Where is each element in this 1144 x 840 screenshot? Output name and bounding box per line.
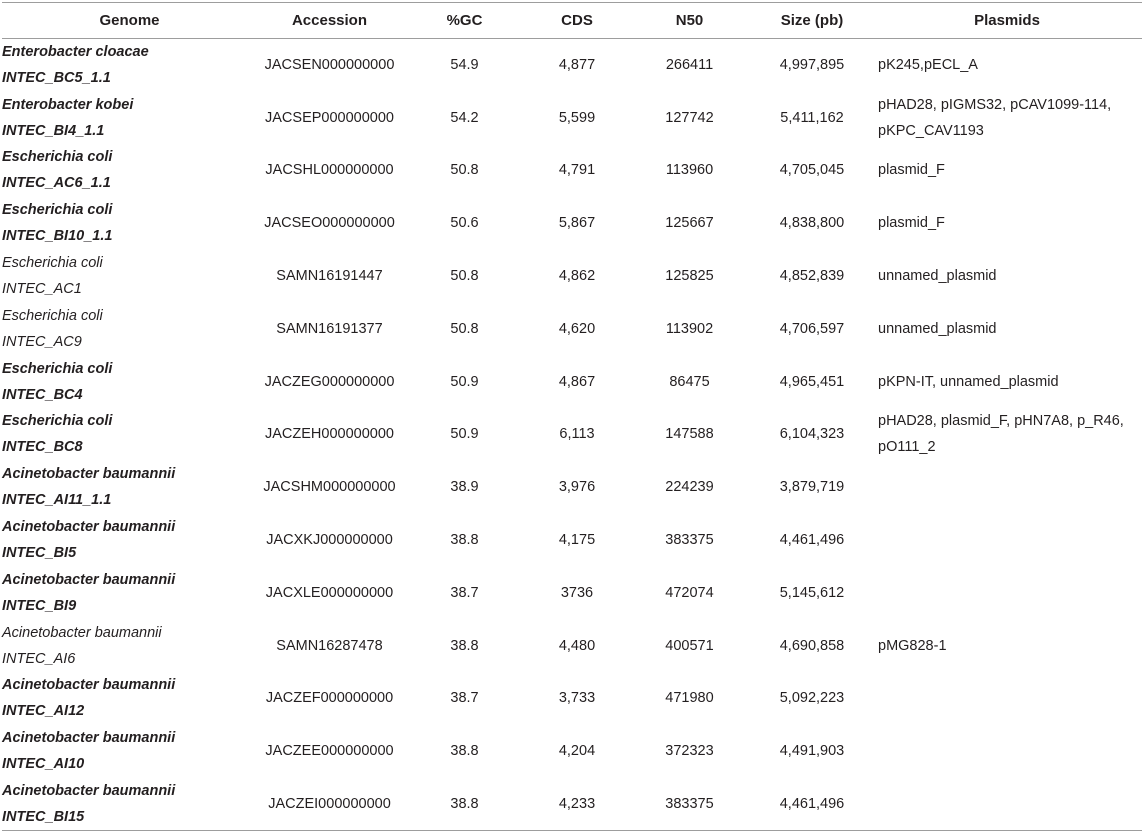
strain-name: INTEC_BC4	[2, 386, 83, 403]
table-row	[2, 144, 1142, 197]
n50-cell: 86475	[669, 373, 710, 390]
gc-cell: 50.6	[450, 215, 479, 232]
plasmids-cell	[872, 461, 1142, 514]
cds-cell: 4,867	[558, 373, 596, 390]
cds-cell: 4,620	[558, 320, 596, 337]
table-row	[2, 39, 1142, 92]
plasmids-cell	[872, 778, 1142, 831]
n50-cell: 383375	[665, 532, 714, 549]
accession-cell: JACZEF000000000	[265, 690, 394, 707]
cds-cell: 3,976	[558, 479, 596, 496]
genome-cell	[2, 778, 257, 831]
gc-cell: 38.8	[402, 778, 527, 831]
species-name: Acinetobacter baumannii	[2, 466, 176, 483]
n50-cell: 266411	[665, 57, 714, 74]
strain-name: INTEC_BI9	[2, 597, 77, 614]
strain-name: INTEC_AC6_1.1	[2, 175, 111, 192]
table-row	[2, 461, 1142, 514]
size-cell: 4,491,903	[779, 743, 845, 760]
size-cell: 4,705,045	[779, 162, 845, 179]
size-cell: 4,690,858	[779, 637, 845, 654]
genome-cell	[2, 672, 257, 725]
genome-cell	[2, 566, 257, 619]
header-plasmids: Plasmids	[872, 3, 1142, 39]
species-name: Escherichia coli	[2, 202, 113, 219]
species-name: Escherichia coli	[2, 413, 113, 430]
header-accession: Accession	[257, 3, 402, 39]
table-row	[2, 250, 1142, 303]
species-name: Escherichia coli	[2, 307, 103, 324]
size-cell: 4,838,800	[779, 215, 845, 232]
size-cell: 5,411,162	[780, 109, 844, 126]
table-row	[2, 408, 1142, 461]
strain-name: INTEC_AI6	[2, 650, 76, 667]
n50-cell: 471980	[665, 690, 714, 707]
gc-cell: 38.9	[450, 479, 479, 496]
strain-name: INTEC_BI5	[2, 545, 77, 562]
plasmids-cell: pK245,pECL_A	[878, 57, 978, 74]
species-name: Acinetobacter baumannii	[2, 571, 176, 588]
n50-cell: 125667	[665, 215, 714, 232]
accession-cell: JACZEH000000000	[265, 426, 394, 443]
gc-cell: 54.9	[450, 57, 479, 74]
gc-cell: 50.9	[450, 373, 479, 390]
genome-cell	[2, 619, 257, 672]
gc-cell: 54.2	[450, 109, 479, 126]
cds-cell: 4,480	[558, 637, 596, 654]
gc-cell: 38.7	[450, 690, 479, 707]
species-name: Escherichia coli	[2, 255, 103, 272]
cds-cell: 4,175	[558, 532, 596, 549]
strain-name: INTEC_BC5_1.1	[2, 70, 111, 87]
species-name: Acinetobacter baumannii	[2, 782, 176, 799]
genome-cell	[2, 302, 257, 355]
n50-cell: 147588	[665, 426, 714, 443]
plasmids-cell	[872, 566, 1142, 619]
gc-cell: 50.8	[450, 162, 479, 179]
accession-cell: SAMN16191447	[276, 268, 383, 285]
n50-cell: 113902	[665, 320, 714, 337]
size-cell: 5,145,612	[779, 584, 845, 601]
strain-name: INTEC_AI10	[2, 756, 85, 773]
strain-name: INTEC_AI12	[2, 703, 85, 720]
plasmids-cell: pKPN-IT, unnamed_plasmid	[878, 373, 1059, 390]
table-row	[2, 91, 1142, 144]
cds-cell: 4,877	[558, 57, 596, 74]
plasmids-cell: pMG828-1	[878, 637, 947, 654]
size-cell: 4,461,496	[752, 778, 872, 831]
plasmids-cell: plasmid_F	[878, 215, 945, 232]
gc-cell: 38.8	[450, 637, 479, 654]
genome-cell	[2, 39, 257, 92]
gc-cell: 38.8	[450, 743, 479, 760]
accession-cell: JACXKJ000000000	[266, 532, 393, 549]
size-cell: 6,104,323	[779, 426, 845, 443]
header-cds: CDS	[527, 3, 627, 39]
accession-cell: JACXLE000000000	[265, 584, 394, 601]
accession-cell: JACZEG000000000	[264, 373, 395, 390]
size-cell: 4,852,839	[779, 268, 845, 285]
n50-cell: 472074	[665, 584, 714, 601]
cds-cell: 5,599	[558, 109, 596, 126]
species-name: Acinetobacter baumannii	[2, 677, 176, 694]
genome-cell	[2, 725, 257, 778]
header-row	[2, 3, 1142, 39]
n50-cell: 400571	[665, 637, 714, 654]
header-gc: %GC	[402, 3, 527, 39]
accession-cell: JACZEI000000000	[257, 778, 402, 831]
genome-cell	[2, 408, 257, 461]
n50-cell: 372323	[665, 743, 714, 760]
accession-cell: JACSEO000000000	[264, 215, 395, 232]
table-row	[2, 302, 1142, 355]
table-row	[2, 725, 1142, 778]
gc-cell: 50.8	[450, 268, 479, 285]
genome-cell	[2, 461, 257, 514]
table-row	[2, 197, 1142, 250]
gc-cell: 38.8	[450, 532, 479, 549]
gc-cell: 50.8	[450, 320, 479, 337]
strain-name: INTEC_AC1	[2, 281, 82, 298]
strain-name: INTEC_BI4_1.1	[2, 122, 105, 139]
cds-cell: 3,733	[558, 690, 596, 707]
strain-name: INTEC_AC9	[2, 333, 82, 350]
genome-cell	[2, 355, 257, 408]
table-row	[2, 355, 1142, 408]
species-name: Enterobacter cloacae	[2, 44, 149, 61]
species-name: Enterobacter kobei	[2, 96, 134, 113]
table-row	[2, 619, 1142, 672]
accession-cell: JACSHM000000000	[263, 479, 396, 496]
strain-name: INTEC_BI15	[2, 808, 85, 825]
table-row	[2, 566, 1142, 619]
size-cell: 4,706,597	[779, 320, 845, 337]
table-body	[2, 39, 1142, 831]
strain-name: INTEC_AI11_1.1	[2, 492, 112, 509]
cds-cell: 4,862	[558, 268, 596, 285]
plasmids-cell	[872, 672, 1142, 725]
size-cell: 3,879,719	[779, 479, 845, 496]
cds-cell: 6,113	[559, 426, 595, 443]
species-name: Escherichia coli	[2, 360, 113, 377]
accession-cell: JACSEN000000000	[264, 57, 395, 74]
cds-cell: 4,204	[558, 743, 596, 760]
accession-cell: JACZEE000000000	[265, 743, 394, 760]
genome-cell	[2, 144, 257, 197]
table-header	[2, 3, 1142, 39]
table-row	[2, 672, 1142, 725]
plasmids-cell: unnamed_plasmid	[878, 320, 997, 337]
size-cell: 4,965,451	[779, 373, 845, 390]
n50-cell: 383375	[627, 778, 752, 831]
species-name: Escherichia coli	[2, 149, 113, 166]
plasmids-cell	[872, 514, 1142, 567]
species-name: Acinetobacter baumannii	[2, 624, 162, 641]
table-row	[2, 778, 1142, 831]
species-name: Acinetobacter baumannii	[2, 730, 176, 747]
plasmids-cell: unnamed_plasmid	[878, 268, 997, 285]
genome-cell	[2, 91, 257, 144]
gc-cell: 50.9	[450, 426, 479, 443]
n50-cell: 127742	[665, 109, 714, 126]
size-cell: 5,092,223	[779, 690, 845, 707]
plasmids-cell	[872, 725, 1142, 778]
accession-cell: SAMN16191377	[276, 320, 383, 337]
header-genome: Genome	[2, 3, 257, 39]
header-size: Size (pb)	[752, 3, 872, 39]
accession-cell: JACSEP000000000	[265, 109, 394, 126]
strain-name: INTEC_BC8	[2, 439, 83, 456]
cds-cell: 5,867	[558, 215, 596, 232]
species-name: Acinetobacter baumannii	[2, 519, 176, 536]
header-n50: N50	[627, 3, 752, 39]
size-cell: 4,997,895	[779, 57, 845, 74]
genome-cell	[2, 250, 257, 303]
accession-cell: JACSHL000000000	[265, 162, 394, 179]
accession-cell: SAMN16287478	[276, 637, 383, 654]
plasmids-cell: pHAD28, pIGMS32, pCAV1099-114, pKPC_CAV1193	[878, 96, 1112, 139]
gc-cell: 38.7	[450, 584, 479, 601]
table-row	[2, 514, 1142, 567]
size-cell: 4,461,496	[779, 532, 845, 549]
plasmids-cell: pHAD28, plasmid_F, pHN7A8, p_R46, pO111_2	[878, 413, 1124, 456]
genome-cell	[2, 197, 257, 250]
strain-name: INTEC_BI10_1.1	[2, 228, 113, 245]
n50-cell: 113960	[665, 162, 714, 179]
n50-cell: 224239	[665, 479, 714, 496]
genome-cell	[2, 514, 257, 567]
cds-cell: 4,791	[558, 162, 596, 179]
cds-cell: 3736	[560, 584, 594, 601]
cds-cell: 4,233	[527, 778, 627, 831]
plasmids-cell: plasmid_F	[878, 162, 945, 179]
n50-cell: 125825	[665, 268, 714, 285]
genome-table	[2, 2, 1142, 831]
